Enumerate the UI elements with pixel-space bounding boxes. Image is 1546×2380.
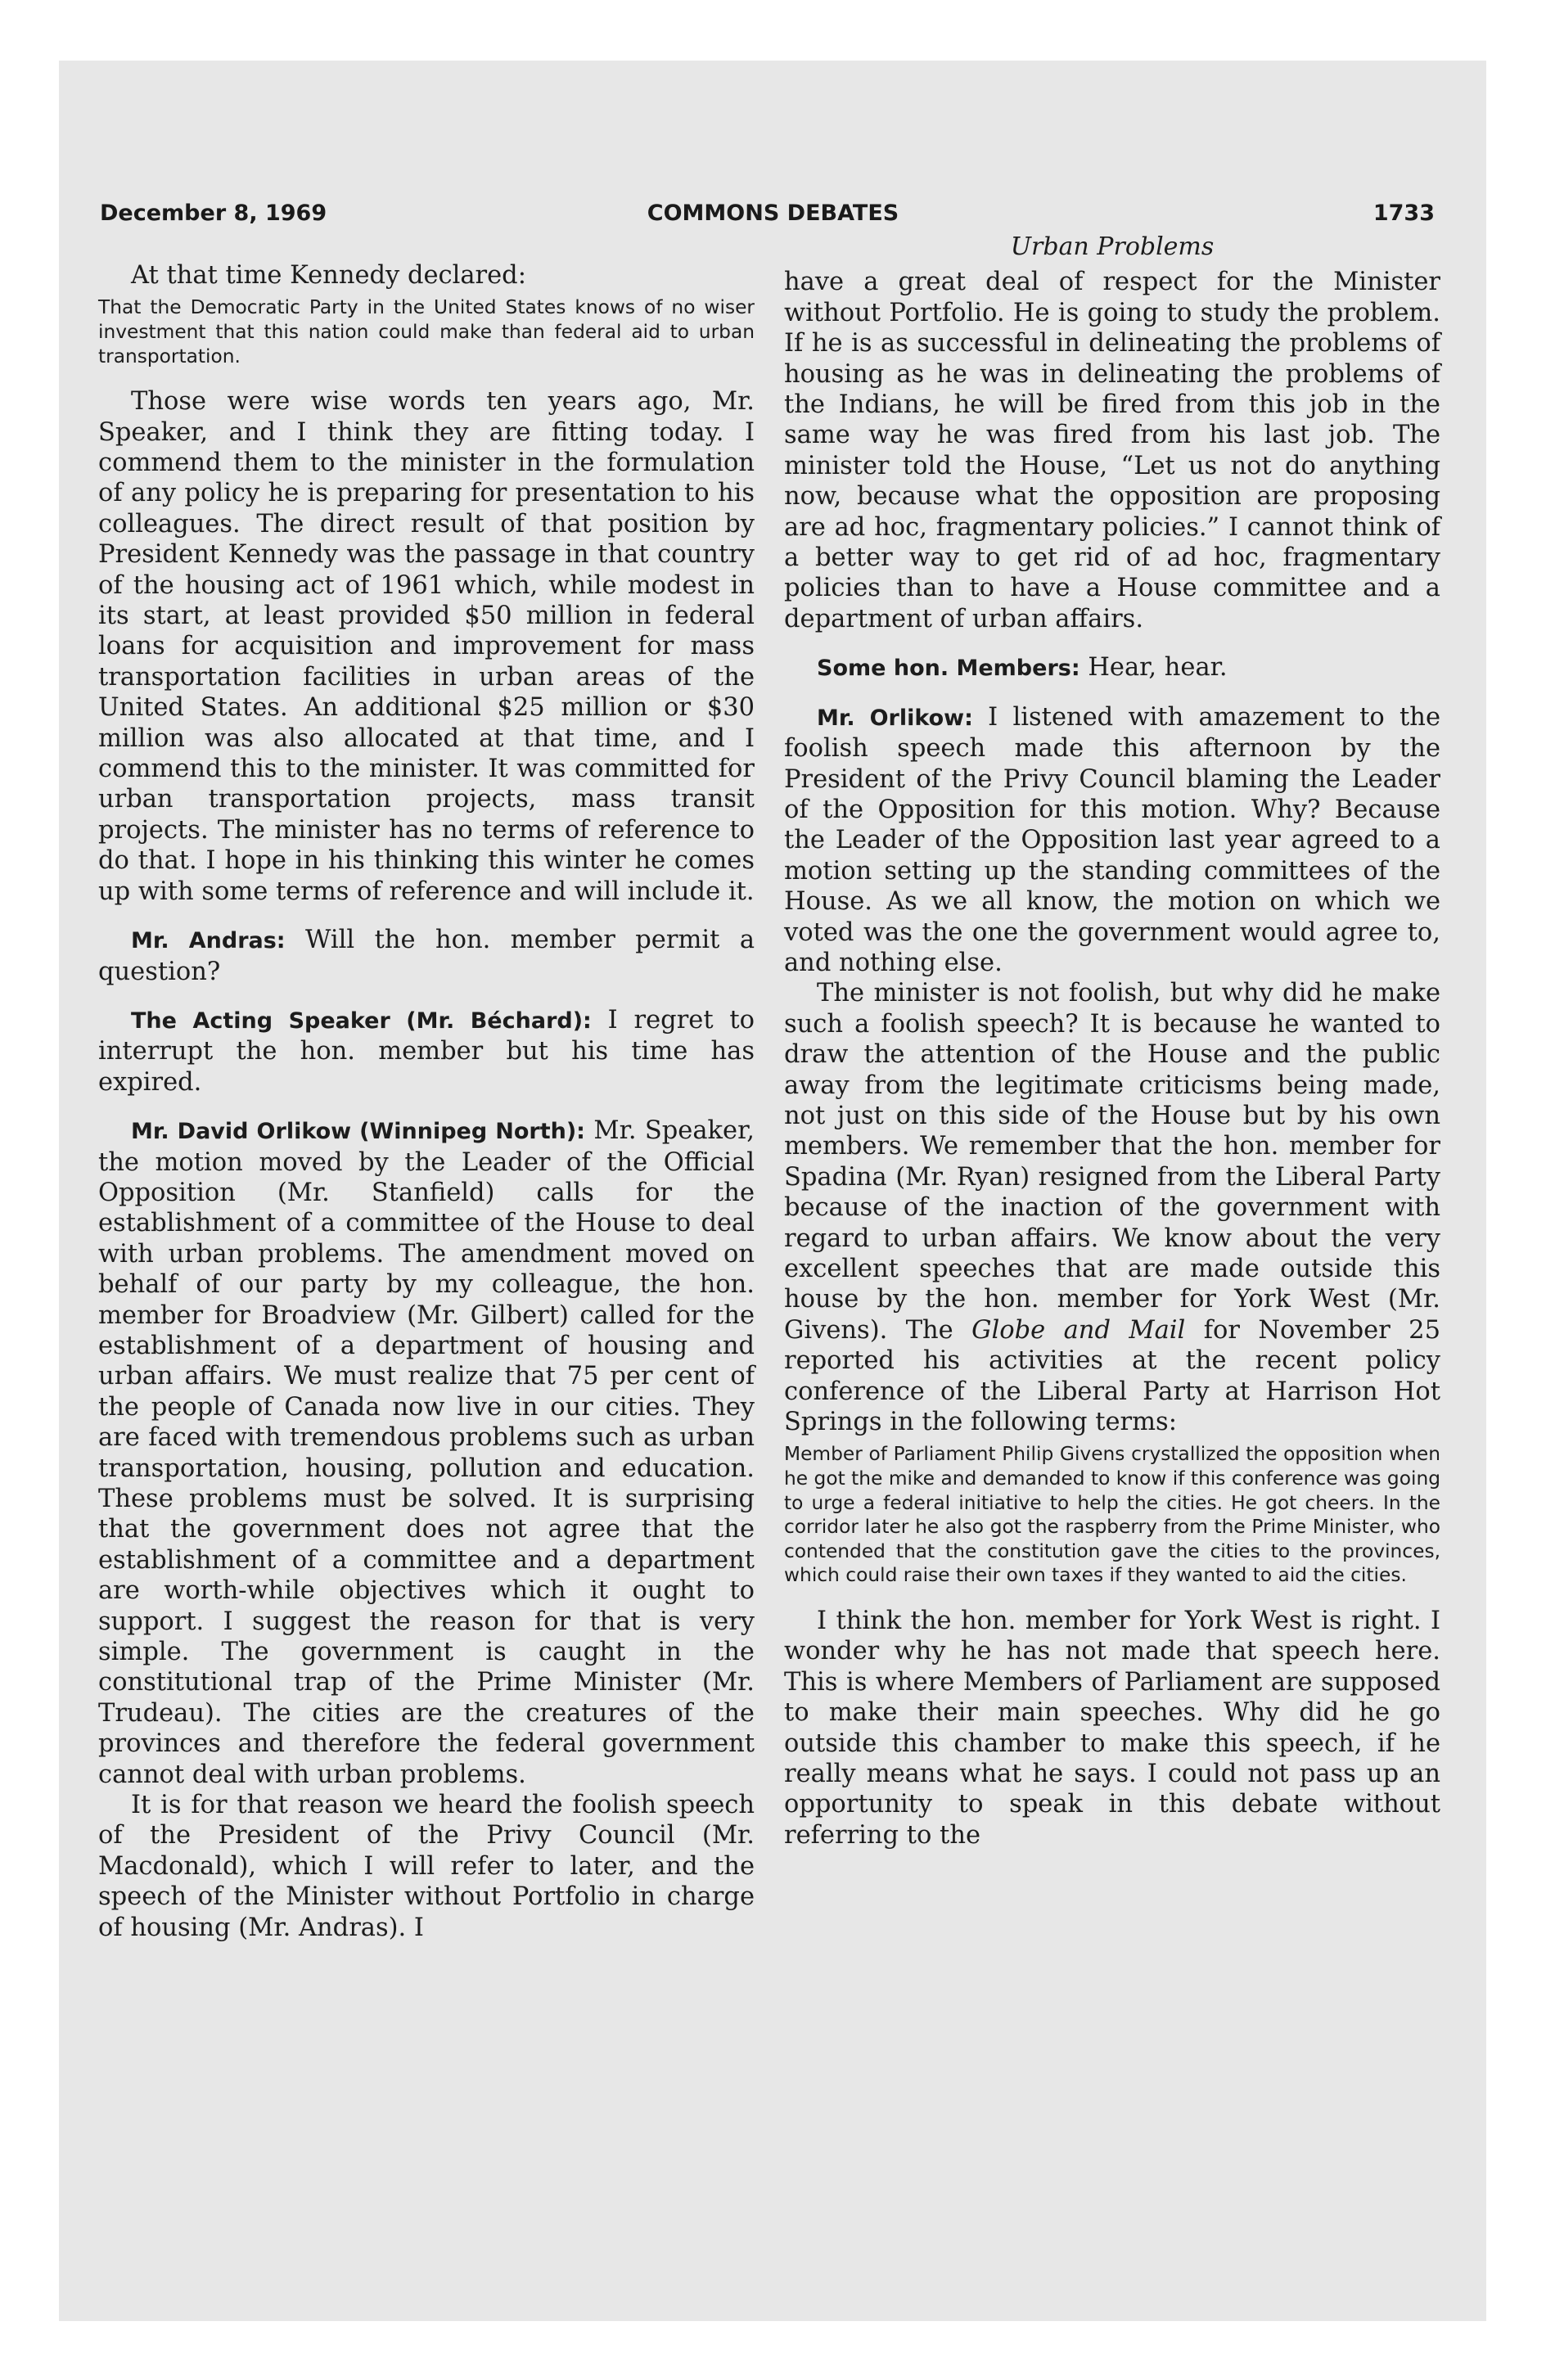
header-page-number: 1733 bbox=[1372, 201, 1435, 226]
quote-text: That the Democratic Party in the United States knows of no wiser investment that this nation could make than federal aid to urban transportation. bbox=[98, 296, 755, 367]
speech-paragraph bbox=[98, 1116, 755, 1790]
speech-text: I regret to interrupt the hon. member but his time has expired. bbox=[98, 1005, 755, 1097]
speaker-name: The Acting Speaker (Mr. Béchard): bbox=[131, 1007, 592, 1034]
right-column bbox=[784, 232, 1440, 1850]
quote-text: Member of Parliament Philip Givens crystallized the opposition when he got the mike and demanded to know if this conference was going to urge a federal initiative to help the cities. He got cheers. In the corridor later he also got the raspberry from the Prime Minister, who contended that the constitution gave the cities to the provinces, which could raise their own taxes if they wanted to aid the cities. bbox=[784, 1443, 1440, 1587]
speaker-name: Some hon. Members: bbox=[817, 656, 1080, 682]
speech-text: Will the hon. member permit a question? bbox=[98, 926, 755, 986]
speech-paragraph bbox=[784, 702, 1440, 979]
block-quote bbox=[784, 1442, 1440, 1588]
speaker-name: Mr. Orlikow: bbox=[817, 705, 973, 731]
paragraph: At that time Kennedy declared: bbox=[131, 261, 526, 290]
paragraph: have a great deal of respect for the Minister without Portfolio. He is going to study the problem. If he is as successful in delineating the problems of housing as he was in delineating the problems of the Indians, he will be fired from this job in the same way he was fired from his last job. The minister told the House, “Let us not do anything now, because what the opposition are proposing are ad hoc, fragmentary policies.” I cannot think of a better way to get rid of ad hoc, fragmentary policies than to have a House committee and a department of urban affairs. bbox=[784, 268, 1440, 633]
speaker-name: Mr. Andras: bbox=[131, 928, 286, 954]
speech-text: Hear, hear. bbox=[1079, 653, 1228, 683]
paragraph: Those were wise words ten years ago, Mr. Speaker, and I think they are fitting today. I commend them to the minister in the formulation of any policy he is preparing for presentation to his colleagues. The direct result of that position by President Kennedy was the passage in that country of the housing act of 1961 which, while modest in its start, at least provided $50 million in federal loans for acquisition and improvement for mass transportation facilities in urban areas of the United States. An additional $25 million or $30 million was also allocated at that time, and I commend this to the minister. It was committed for urban transportation projects, mass transit projects. The minister has no terms of reference to do that. I hope in his thinking this winter he comes up with some terms of reference and will include it. bbox=[98, 387, 755, 906]
speech-text: Mr. Speaker, the motion moved by the Leader of the Official Opposition (Mr. Stanfield) calls for the establishment of a committee of the House to deal with urban problems. The amendment moved on behalf of our party by my colleague, the hon. member for Broadview (Mr. Gilbert) called for the establishment of a department of housing and urban affairs. We must realize that 75 per cent of the people of Canada now live in our cities. They are faced with tremendous problems such as urban transportation, housing, pollution and education. These problems must be solved. It is surprising that the government does not agree that the establishment of a committee and a department are worth-while objectives which it ought to support. I suggest the reason for that is very simple. The government is caught in the constitutional trap of the Prime Minister (Mr. Trudeau). The cities are the creatures of the provinces and therefore the federal government cannot deal with urban problems. bbox=[98, 1116, 755, 1789]
paragraph-text: The minister is not foolish, but why did he make such a foolish speech? It is because he wanted to draw the attention of the House and the public away from the legitimate criticisms being made, not just on this side of the House but by his own members. We remember that the hon. member for Spadina (Mr. Ryan) resigned from the Liberal Party because of the inaction of the government with regard to urban affairs. We know about the very excellent speeches that are made outside this house by the hon. member for York West (Mr. Givens). The bbox=[784, 979, 1440, 1345]
speaker-name: Mr. David Orlikow (Winnipeg North): bbox=[131, 1119, 585, 1145]
paragraph-text: for November 25 reported his activities at the recent policy conference of the Liberal Party at Harrison Hot Springs in the following terms: bbox=[784, 1315, 1440, 1437]
paragraph bbox=[784, 978, 1440, 1437]
running-head: Urban Problems bbox=[1010, 232, 1215, 261]
paragraph: I think the hon. member for York West is right. I wonder why he has not made that speech here. This is where Members of Parliament are supposed to make their main speeches. Why did he go outside this chamber to make this speech, if he really means what he says. I could not pass up an opportunity to speak in this debate without referring to the bbox=[784, 1607, 1440, 1850]
block-quote bbox=[98, 295, 755, 368]
header-title: COMMONS DEBATES bbox=[647, 201, 899, 226]
speech-text: I listened with amazement to the foolish speech made this afternoon by the President of the Privy Council blaming the Leader of the Opposition for this motion. Why? Because the Leader of the Opposition last year agreed to a motion setting up the standing committees of the House. As we all know, the motion on which we voted was the one the government would agree to, and nothing else. bbox=[784, 702, 1440, 977]
header-date: December 8, 1969 bbox=[100, 201, 327, 226]
speech-paragraph bbox=[98, 1005, 755, 1098]
speech-paragraph bbox=[98, 925, 755, 987]
left-column bbox=[98, 260, 755, 1943]
newspaper-title: Globe and Mail bbox=[971, 1315, 1186, 1345]
paragraph: It is for that reason we heard the foolish speech of the President of the Privy Council (Mr. Macdonald), which I will refer to later, and the speech of the Minister without Portfolio in charge of housing (Mr. Andras). I bbox=[98, 1791, 755, 1942]
speech-paragraph bbox=[784, 652, 1440, 683]
